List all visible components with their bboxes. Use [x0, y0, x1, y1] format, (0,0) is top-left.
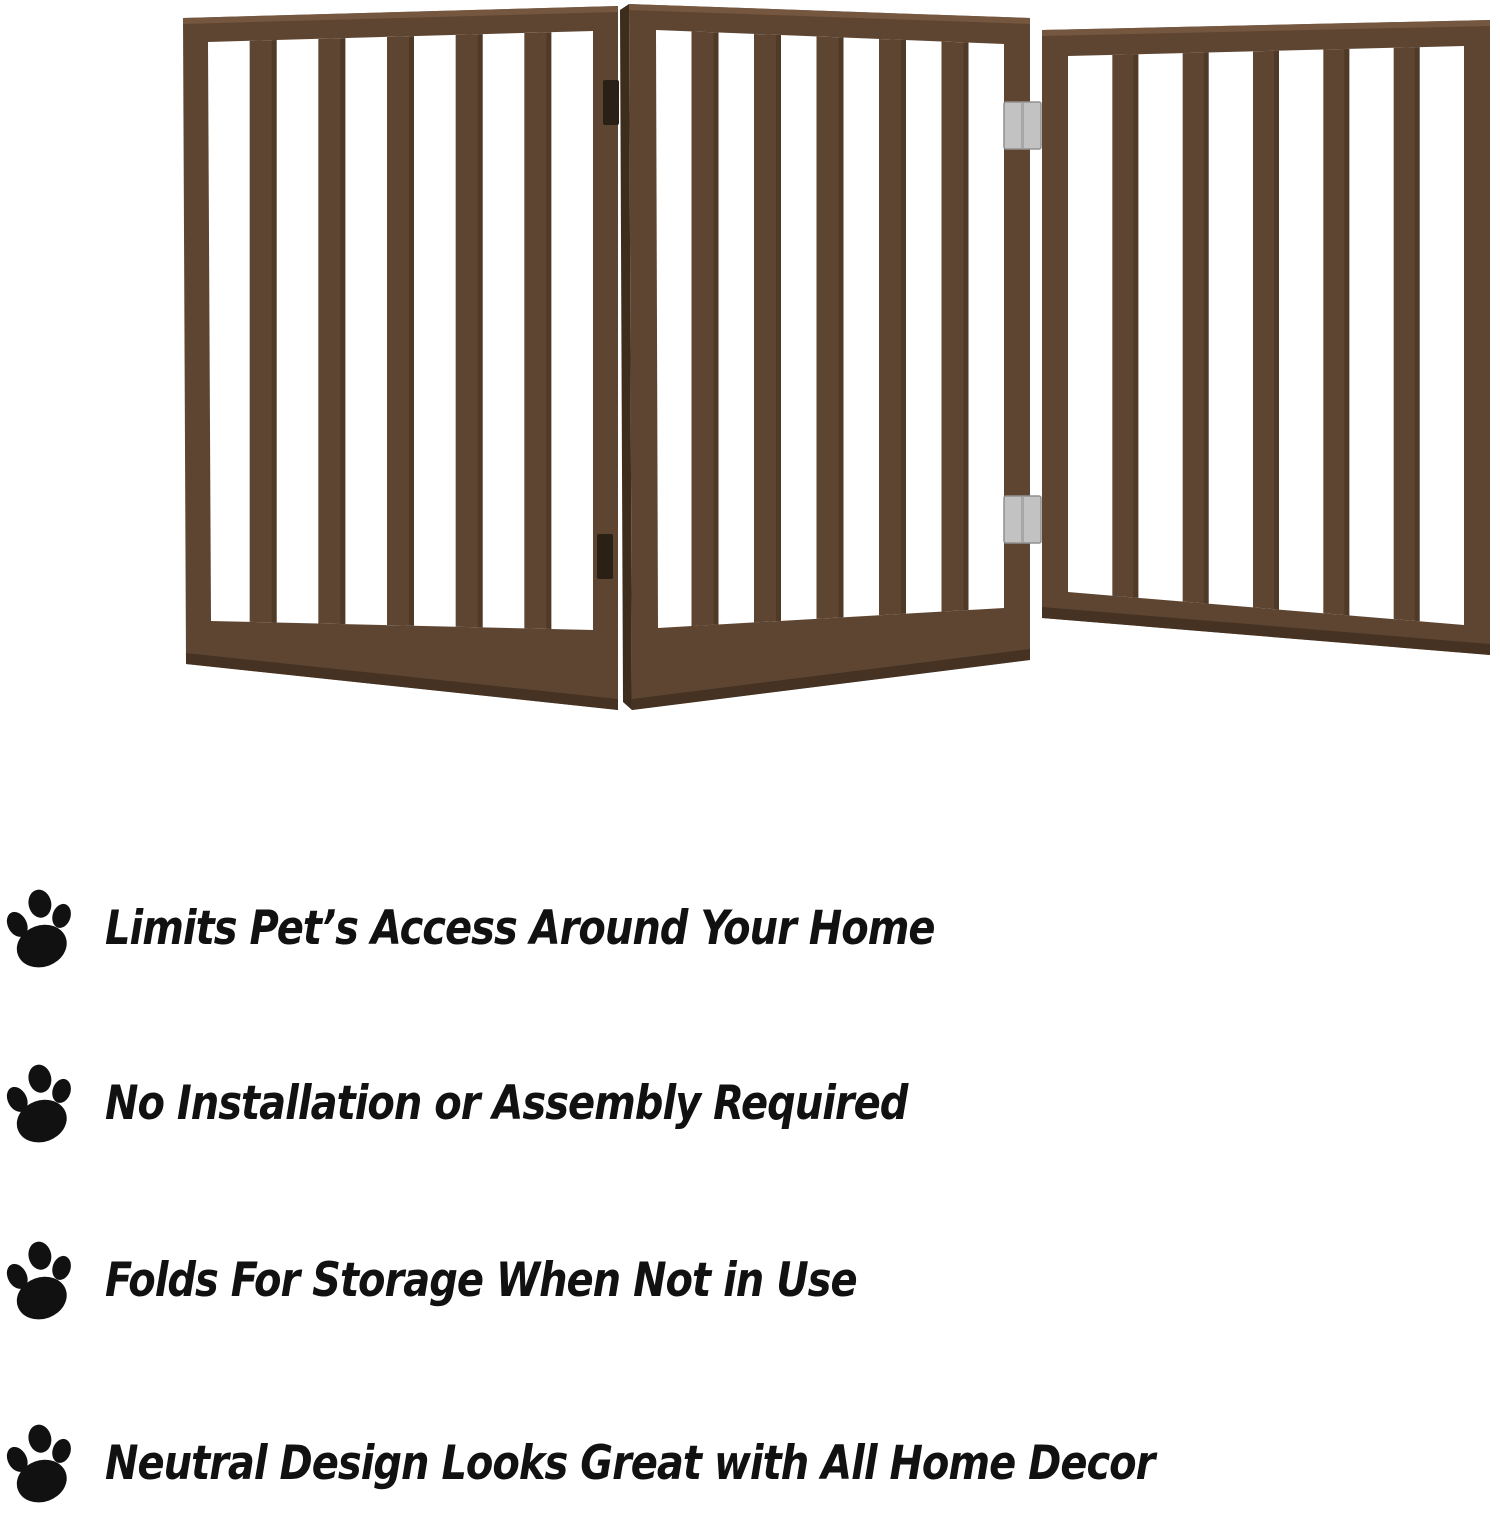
feature-text: Limits Pet’s Access Around Your Home [105, 902, 935, 956]
feature-text: Neutral Design Looks Great with All Home Decor [105, 1437, 1155, 1491]
gate-panel-middle [629, 4, 1030, 710]
feature-item [5, 1238, 857, 1328]
feature-item [5, 1421, 1154, 1511]
feature-item [5, 886, 935, 976]
feature-text: No Installation or Assembly Required [105, 1077, 908, 1131]
paw-icon [5, 1424, 71, 1508]
paw-icon [5, 889, 71, 973]
hinge-right-bottom-silver-icon [1004, 496, 1041, 543]
feature-text: Folds For Storage When Not in Use [105, 1254, 857, 1308]
gate-panel-right [1042, 20, 1490, 655]
hinge-left-top-dark-icon [603, 80, 619, 125]
paw-icon [5, 1064, 71, 1148]
hinge-left-bottom-dark-icon [597, 534, 613, 579]
gate-panel-left [183, 6, 618, 710]
feature-item [5, 1061, 907, 1151]
hinge-right-top-silver-icon [1004, 102, 1041, 149]
paw-icon [5, 1241, 71, 1325]
